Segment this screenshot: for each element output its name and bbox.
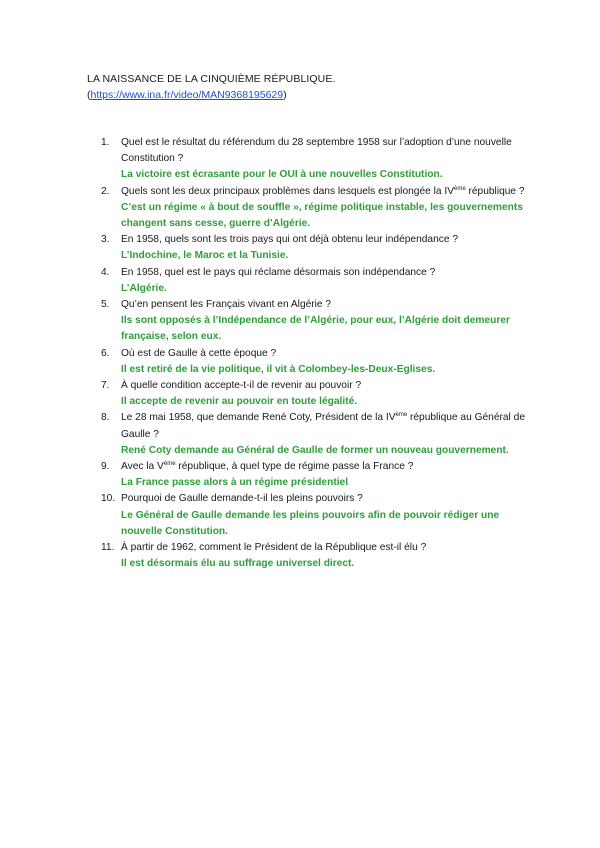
answer-text: Ils sont opposés à l’Indépendance de l’Algérie, pour eux, l’Algérie doit demeurer française, selon eux. <box>121 315 510 343</box>
list-item <box>87 265 527 297</box>
question-list <box>87 135 527 572</box>
question-part: Le 28 mai 1958, que demande René Coty, Président de la IV <box>121 412 396 424</box>
answer-text: Il est désormais élu au suffrage universel direct. <box>121 558 355 570</box>
question-text: À quelle condition accepte-t-il de revenir au pouvoir ? <box>121 380 362 392</box>
question-text: En 1958, quel est le pays qui réclame désormais son indépendance ? <box>121 266 436 278</box>
list-item <box>87 297 527 346</box>
item-number: 5. <box>101 299 110 311</box>
answer-text: Le Général de Gaulle demande les pleins pouvoirs afin de pouvoir rédiger une nouvelle Constitution. <box>121 509 500 537</box>
list-item <box>87 346 527 378</box>
question-text: En 1958, quels sont les trois pays qui ont déjà obtenu leur indépendance ? <box>121 234 458 246</box>
question-superscript: ème <box>454 185 466 192</box>
question-text: Quel est le résultat du référendum du 28 septembre 1958 sur l’adoption d’une nouvelle Constitution ? <box>121 137 512 165</box>
question-part: république, à quel type de régime passe la France ? <box>175 461 414 473</box>
question-part: Quels sont les deux principaux problèmes dans lesquels est plongée la IV <box>121 185 454 197</box>
list-item <box>87 232 527 264</box>
source-paren-open: ( <box>87 89 91 101</box>
list-item <box>87 491 527 540</box>
answer-text: L’Algérie. <box>121 282 167 294</box>
question-text <box>121 410 527 442</box>
item-number: 4. <box>101 266 110 278</box>
question-part: république au Général de Gaulle ? <box>121 412 525 440</box>
list-item <box>87 540 527 572</box>
list-item <box>87 378 527 410</box>
question-text <box>121 184 527 200</box>
question-text: À partir de 1962, comment le Président de la République est-il élu ? <box>121 542 427 554</box>
answer-text: Il accepte de revenir au pouvoir en toute légalité. <box>121 396 358 408</box>
answer-text: La France passe alors à un régime présidentiel <box>121 477 349 489</box>
source-paren-close: ) <box>283 89 287 101</box>
item-number: 11. <box>101 542 115 554</box>
list-item <box>87 184 527 233</box>
answer-text: Il est retiré de la vie politique, il vit à Colombey-les-Deux-Eglises. <box>121 363 436 375</box>
answer-text: C’est un régime « à bout de souffle », régime politique instable, les gouvernements changent sans cesse, guerre d’Algérie. <box>121 201 523 230</box>
item-number: 10. <box>101 493 116 505</box>
question-superscript: ème <box>395 412 408 419</box>
item-number: 9. <box>101 461 110 473</box>
item-number: 8. <box>101 412 110 424</box>
item-number: 2. <box>101 185 110 197</box>
question-part: Avec la V <box>121 461 164 473</box>
question-text: Où est de Gaulle à cette époque ? <box>121 347 277 359</box>
list-item <box>87 459 527 491</box>
question-part: république ? <box>465 185 525 197</box>
item-number: 3. <box>101 234 110 246</box>
question-superscript: ème <box>163 461 176 468</box>
question-text: Qu’en pensent les Français vivant en Algérie ? <box>121 299 332 311</box>
source-link[interactable]: https://www.ina.fr/video/MAN9368195629 <box>90 89 284 101</box>
source-line <box>87 89 287 101</box>
list-item <box>87 135 527 184</box>
item-number: 1. <box>101 137 110 148</box>
question-text <box>121 459 527 475</box>
answer-text: L’Indochine, le Maroc et la Tunisie. <box>121 250 289 262</box>
question-text: Pourquoi de Gaulle demande-t-il les pleins pouvoirs ? <box>121 493 363 505</box>
answer-text: René Coty demande au Général de Gaulle de former un nouveau gouvernement. <box>121 444 509 456</box>
item-number: 6. <box>101 347 110 359</box>
answer-text: La victoire est écrasante pour le OUI à une nouvelles Constitution. <box>121 169 443 181</box>
list-item <box>87 410 527 459</box>
document-title: LA NAISSANCE DE LA CINQUIÈME RÉPUBLIQUE. <box>87 73 336 85</box>
item-number: 7. <box>101 380 110 392</box>
